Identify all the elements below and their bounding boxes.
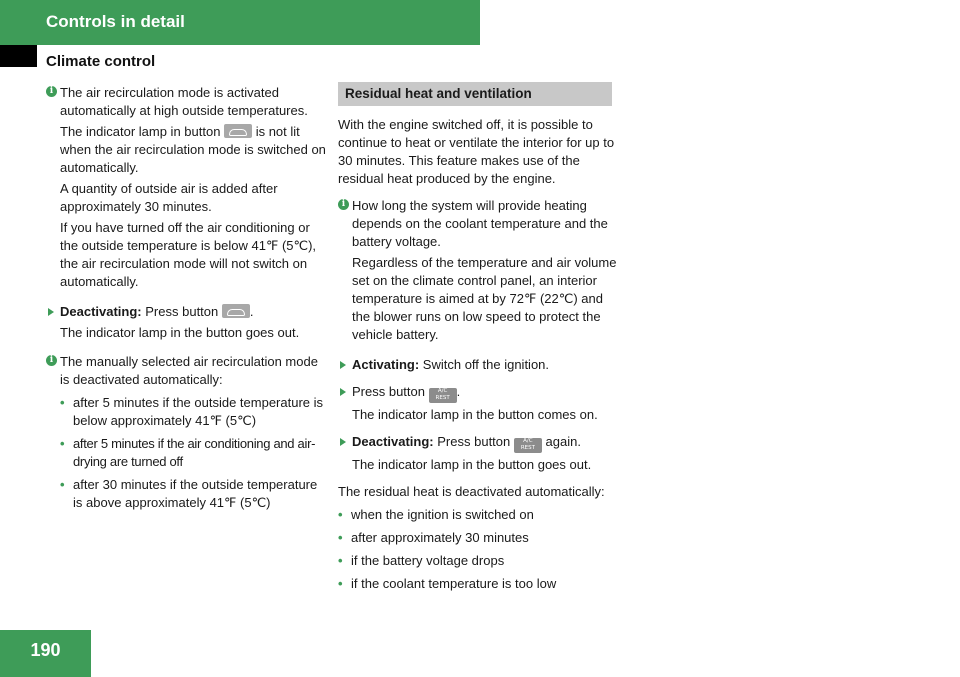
- list-item: • after 30 minutes if the outside temperature is above approximately 41℉ (5℃): [60, 477, 318, 510]
- info-note-heating: [338, 197, 618, 344]
- step-activating: Activating: Switch off the ignition.: [338, 356, 618, 374]
- list-item: • if the coolant temperature is too low: [338, 576, 557, 591]
- list-item: • after 5 minutes if the air conditioning and air-drying are turned off: [60, 436, 316, 469]
- list-item: • if the battery voltage drops: [338, 553, 505, 568]
- info-note-recirculation: [46, 84, 326, 291]
- info-text: The indicator lamp in button is not lit when the air recirculation mode is switched on automatically.: [60, 124, 326, 175]
- info-text: If you have turned off the air conditioning or the outside temperature is below 41℉ (5℃), the air recirculation mode will not switch on automatically.: [60, 220, 317, 289]
- info-text: A quantity of outside air is added after approximately 30 minutes.: [60, 181, 278, 214]
- info-text: The air recirculation mode is activated automatically at high outside temperatures.: [60, 85, 308, 118]
- bullet-icon: •: [338, 530, 343, 545]
- ac-rest-button-icon: A/C REST: [429, 388, 457, 403]
- right-column: [338, 82, 618, 593]
- info-note-manual: [46, 353, 326, 389]
- info-text: How long the system will provide heating depends on the coolant temperature and the battery voltage.: [352, 198, 608, 249]
- info-icon: i: [46, 355, 57, 366]
- left-column: [46, 84, 326, 512]
- intro-text: With the engine switched off, it is possible to continue to heat or ventilate the interior for up to 30 minutes. This feature makes use of the residual heat produced by the engine.: [338, 117, 615, 186]
- section-tab-marker: [0, 45, 37, 67]
- step-deactivating: Deactivating: Press button .: [46, 303, 326, 321]
- step-press-button: Press button A/C REST .: [338, 383, 618, 403]
- arrow-icon: [48, 308, 54, 316]
- bullet-icon: •: [338, 553, 343, 568]
- subsection-title: Climate control: [46, 53, 156, 70]
- info-icon: i: [46, 86, 57, 97]
- step-deactivating: Deactivating: Press button A/C REST again.: [338, 433, 618, 453]
- bullet-icon: •: [338, 576, 343, 591]
- section-title: Controls in detail: [46, 12, 185, 31]
- bullet-icon: •: [60, 477, 65, 492]
- air-recirculation-icon: [222, 304, 250, 318]
- arrow-icon: [340, 361, 346, 369]
- info-icon: i: [338, 199, 349, 210]
- box-heading: Residual heat and ventilation: [338, 82, 612, 106]
- step-result: The indicator lamp in the button goes out.: [60, 325, 300, 340]
- ac-rest-button-icon: A/C REST: [514, 438, 542, 453]
- list-item: • after approximately 30 minutes: [338, 530, 529, 545]
- list-item: • after 5 minutes if the outside temperature is below approximately 41℉ (5℃): [60, 395, 324, 428]
- arrow-icon: [340, 438, 346, 446]
- bullet-icon: •: [60, 436, 65, 451]
- arrow-icon: [340, 388, 346, 396]
- deactivated-intro: The residual heat is deactivated automatically:: [338, 484, 605, 499]
- bullet-icon: •: [338, 507, 343, 522]
- air-recirculation-icon: [224, 124, 252, 138]
- bullet-icon: •: [60, 395, 65, 410]
- info-text: Regardless of the temperature and air volume set on the climate control panel, an interior temperature is aimed at by 72℉ (22℃) and the blower runs on low speed to protect the vehicle battery.: [352, 255, 617, 342]
- list-item: • when the ignition is switched on: [338, 507, 534, 522]
- step-result: The indicator lamp in the button goes out.: [352, 457, 592, 472]
- step-result: The indicator lamp in the button comes on.: [352, 407, 598, 422]
- info-text: The manually selected air recirculation mode is deactivated automatically:: [60, 354, 318, 387]
- page-number: 190: [0, 630, 91, 677]
